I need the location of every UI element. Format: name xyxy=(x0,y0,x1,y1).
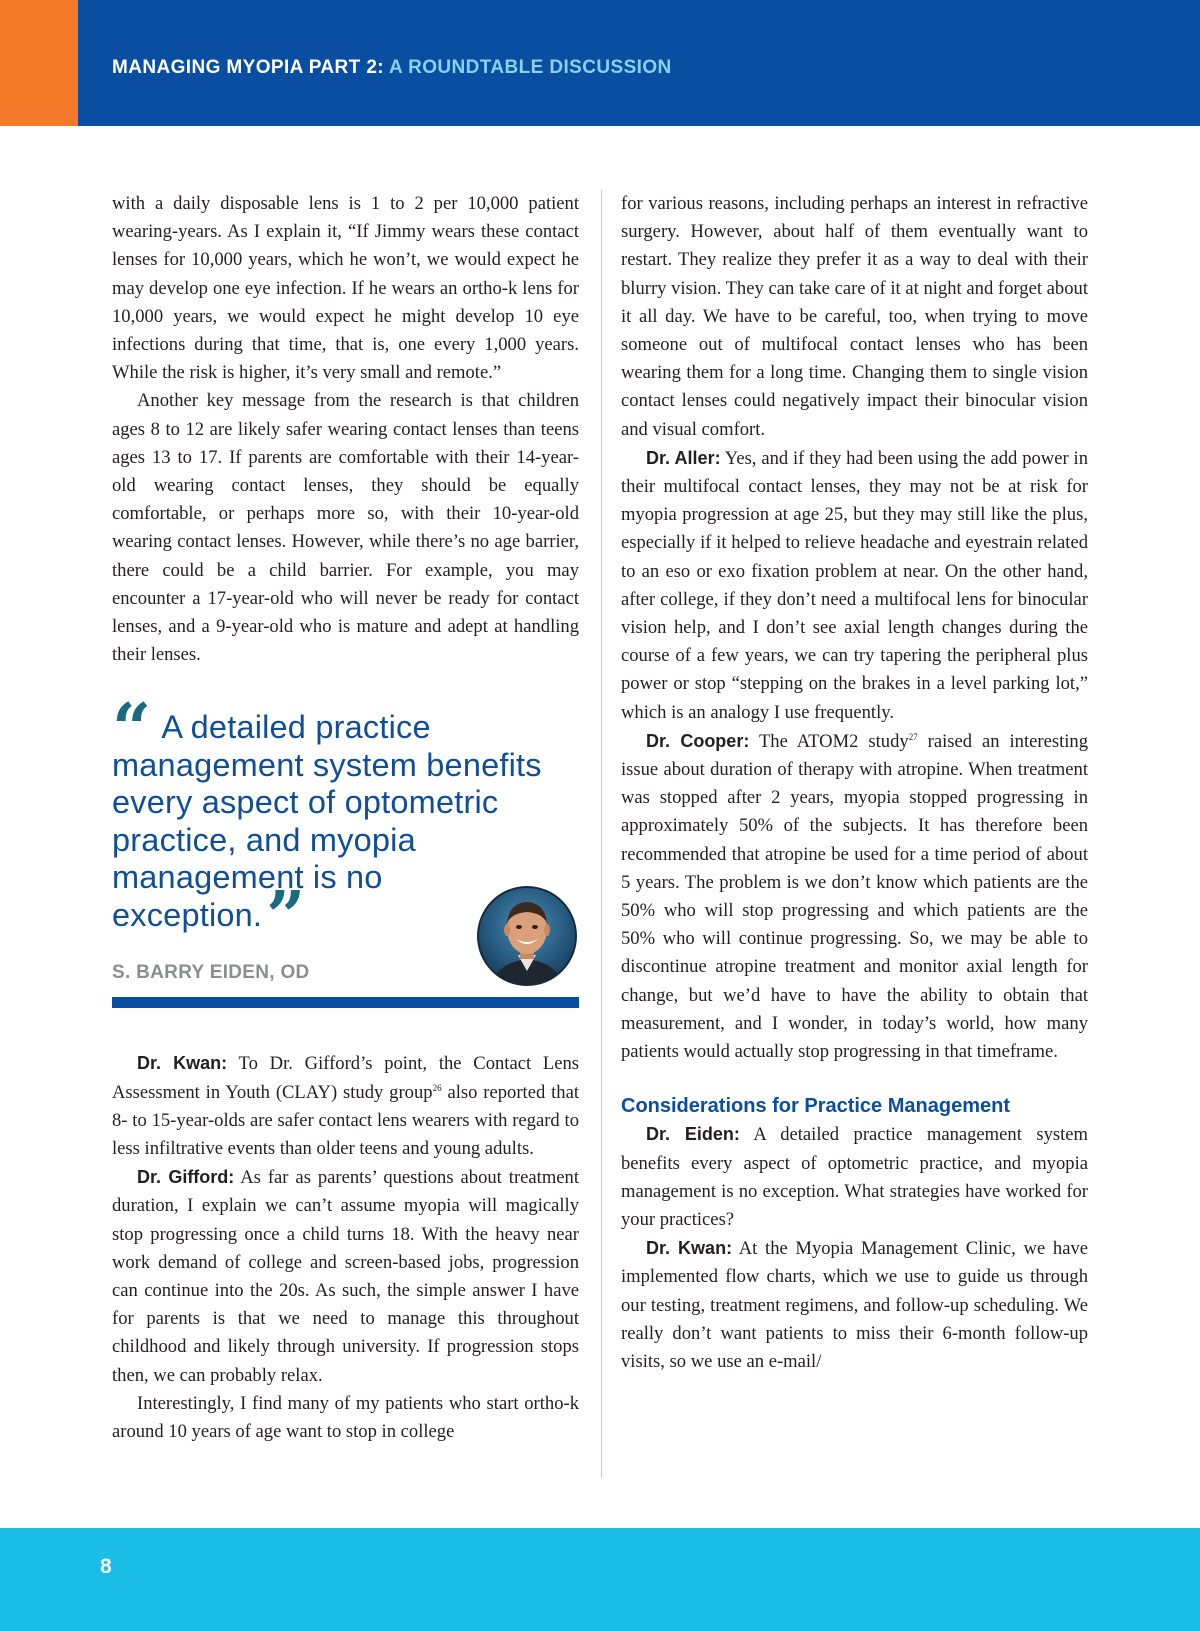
pull-quote-text: A detailed practice management system benefits every aspect of optometric practice, and myopia management is no exception. xyxy=(112,709,542,933)
speaker-name: Dr. Eiden: xyxy=(646,1124,740,1145)
speaker-name: Dr. Cooper: xyxy=(646,730,750,751)
reference-number: 27 xyxy=(908,731,918,742)
section-heading: Considerations for Practice Management xyxy=(621,1095,1010,1118)
paragraph: Another key message from the research is that children ages 8 to 12 are likely safer wearing contact lenses than teens ages 13 to 17. If parents are comfortable with their 14-year-old wearing contact lenses, they should be equally comfortable, or perhaps more so, with their 10-year-old wearing contact lenses. However, while there’s no age barrier, there could be a child barrier. For example, you may encounter a 17-year-old who will never be ready for contact lenses, and a 9-year-old who is mature and adept at handling their lenses. xyxy=(112,390,579,666)
paragraph: for various reasons, including perhaps an interest in refractive surgery. However, about half of them eventually want to restart. They realize they prefer it as a way to deal with their blurry vision. They can take care of it at night and forget about it all day. We have to be careful, too, when trying to move someone out of multifocal contact lenses who has been wearing them for a long time. Changing them to single vision contact lenses could negatively impact their binocular vision and visual comfort. xyxy=(621,193,1088,440)
paragraph-text: also reported that 8- to 15-year-olds are safer contact lens wearers with regard to less infiltrative events than older teens and young adults. xyxy=(112,1081,580,1160)
page-footer xyxy=(0,1528,1200,1631)
running-title-suffix: A ROUNDTABLE DISCUSSION xyxy=(389,57,672,78)
paragraph: with a daily disposable lens is 1 to 2 per 10,000 patient wearing-years. As I explain it, “If Jimmy wears these contact lenses for 10,000 years, which he won’t, we would expect he may develop one eye infection. If he wears an ortho-k lens for 10,000 years, we would expect he might develop 10 eye infections during that time, that is, one every 1,000 years. While the risk is higher, it’s very small and remote.” xyxy=(112,193,579,384)
pull-quote-author: S. BARRY EIDEN, OD xyxy=(112,962,310,984)
paragraph-text: At the Myopia Management Clinic, we have implemented flow charts, which we use to guide us through our testing, treatment regimens, and follow-up scheduling. We really don’t want patients to miss their 6-month follow-up visits, so we use an e-mail/ xyxy=(621,1238,1088,1372)
right-column xyxy=(621,190,1088,1376)
page-header xyxy=(0,0,1200,126)
paragraph-text: As far as parents’ questions about treatment duration, I explain we can’t assume myopia will magically stop progressing once a child turns 18. With the heavy near work demand of college and screen-based jobs, progression can continue into the 20s. As such, the simple answer I have for parents is that we need to manage this throughout childhood and likely through university. If progression stops then, we can probably relax. xyxy=(112,1167,579,1386)
open-quote-icon: “ xyxy=(112,689,152,770)
paragraph-text: To Dr. Gifford’s point, the Contact Lens Assessment in Youth (CLAY) study group xyxy=(112,1053,580,1103)
speaker-name: Dr. Aller: xyxy=(646,447,721,468)
paragraph xyxy=(621,444,1088,727)
paragraph-text: The ATOM2 study xyxy=(758,730,909,752)
paragraph: Interestingly, I find many of my patients who start ortho-k around 10 years of age want to stop in college xyxy=(112,1392,579,1443)
speaker-name: Dr. Gifford: xyxy=(137,1167,235,1188)
pull-quote-rule xyxy=(112,997,579,1008)
reference-number: 26 xyxy=(432,1082,442,1093)
paragraph xyxy=(112,1049,579,1163)
paragraph-text: Yes, and if they had been using the add power in their multifocal contact lenses, they may not be at risk for myopia progression at age 25, but they may still like the plus, especially if it helped to relieve headache and eyestrain related to an eso or exo fixation problem at near. On the other hand, after college, if they don’t need a multifocal lens for binocular vision help, and I don’t see axial length changes during the course of a few years, we can try tapering the peripheral plus power or stop “stepping on the brakes in a level parking lot,” which is an analogy I use frequently. xyxy=(621,447,1088,723)
header-orange-accent xyxy=(0,0,78,126)
page-number: 8 xyxy=(100,1555,112,1578)
column-divider xyxy=(601,190,602,1478)
left-column xyxy=(112,190,579,1446)
pull-quote xyxy=(112,689,579,1049)
running-title xyxy=(112,57,672,79)
paragraph xyxy=(621,727,1088,1066)
paragraph xyxy=(621,1234,1088,1376)
speaker-name: Dr. Kwan: xyxy=(646,1238,733,1259)
author-portrait-avatar xyxy=(476,885,578,987)
paragraph-text: A detailed practice management system benefits every aspect of optometric practice, and myopia management is no exception. What strategies have worked for your practices? xyxy=(621,1124,1089,1230)
running-title-prefix: MANAGING MYOPIA PART 2: xyxy=(112,57,385,78)
close-quote-icon: ” xyxy=(266,876,306,957)
paragraph xyxy=(112,1163,579,1390)
paragraph xyxy=(621,1120,1088,1234)
speaker-name: Dr. Kwan: xyxy=(137,1053,228,1074)
paragraph-text: raised an interesting issue about duration of therapy with atropine. When treatment was stopped after 2 years, myopia stopped progressing in approximately 50% of the subjects. It has therefore been recommended that atropine be used for a time period of about 5 years. The problem is we don’t know which patients are the 50% who will stop progressing and which patients are the 50% who will continue progressing. So, we may be able to discontinue atropine treatment and monitor axial length for change, but we’d have to have the ability to obtain that measurement, and I wonder, in today’s world, how many patients would actually stop progressing in that timeframe. xyxy=(621,730,1089,1063)
